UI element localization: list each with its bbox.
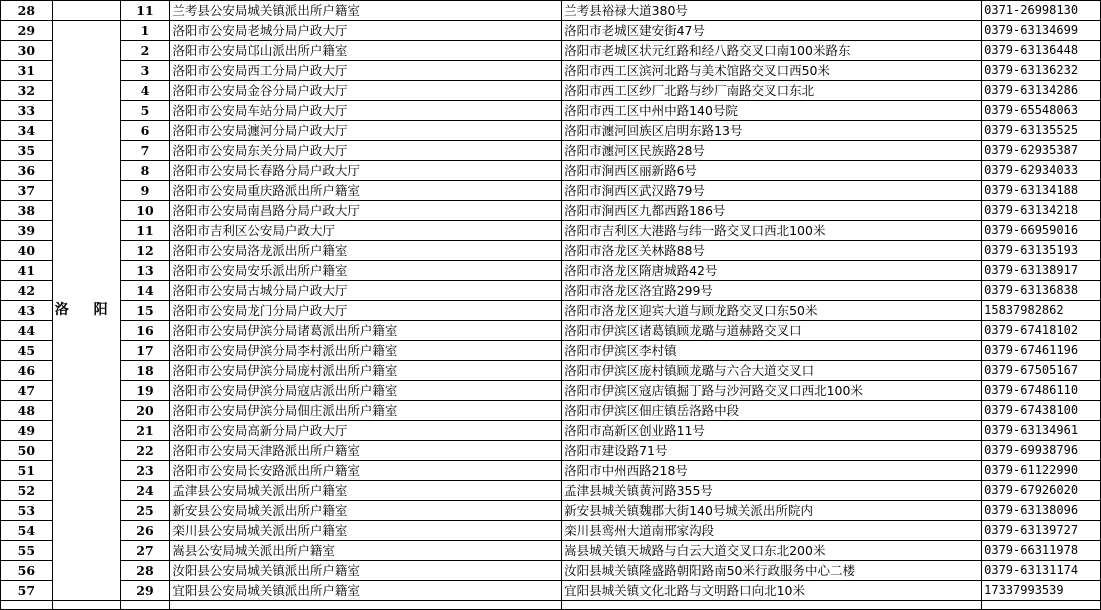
table-row bbox=[1, 581, 1101, 601]
sub-index-cell: 29 bbox=[120, 581, 170, 601]
phone-cell: 0379-66311978 bbox=[982, 541, 1101, 561]
row-index-cell: 48 bbox=[1, 401, 53, 421]
phone-cell: 15837982862 bbox=[982, 301, 1101, 321]
office-name-cell: 洛阳市公安局龙门分局户政大厅 bbox=[170, 301, 562, 321]
address-cell: 洛阳市伊滨区寇店镇掘丁路与沙河路交叉口西北100米 bbox=[562, 381, 982, 401]
sub-index-cell: 8 bbox=[120, 161, 170, 181]
partial-cell bbox=[562, 601, 982, 610]
phone-cell: 0379-63136448 bbox=[982, 41, 1101, 61]
table-row bbox=[1, 161, 1101, 181]
sub-index-cell: 20 bbox=[120, 401, 170, 421]
address-cell: 洛阳市涧西区九都西路186号 bbox=[562, 201, 982, 221]
phone-cell: 0379-67461196 bbox=[982, 341, 1101, 361]
sub-index-cell: 21 bbox=[120, 421, 170, 441]
phone-cell: 0379-67438100 bbox=[982, 401, 1101, 421]
partial-cell bbox=[1, 601, 53, 610]
office-name-cell: 洛阳市公安局金谷分局户政大厅 bbox=[170, 81, 562, 101]
address-cell: 洛阳市老城区建安街47号 bbox=[562, 21, 982, 41]
address-cell: 洛阳市洛龙区迎宾大道与顾龙路交叉口东50米 bbox=[562, 301, 982, 321]
address-cell: 新安县城关镇魏郡大街140号城关派出所院内 bbox=[562, 501, 982, 521]
phone-cell: 0379-67418102 bbox=[982, 321, 1101, 341]
row-index-cell: 56 bbox=[1, 561, 53, 581]
address-cell: 洛阳市洛龙区关林路88号 bbox=[562, 241, 982, 261]
office-name-cell: 洛阳市公安局洛龙派出所户籍室 bbox=[170, 241, 562, 261]
table-row bbox=[1, 181, 1101, 201]
address-cell: 栾川县鸾州大道南邢家沟段 bbox=[562, 521, 982, 541]
city-cell-previous bbox=[52, 1, 120, 21]
address-cell: 汝阳县城关镇隆盛路朝阳路南50米行政服务中心二楼 bbox=[562, 561, 982, 581]
table-body bbox=[1, 1, 1101, 610]
table-row bbox=[1, 521, 1101, 541]
office-name-cell: 洛阳市公安局长春路分局户政大厅 bbox=[170, 161, 562, 181]
office-name-cell: 栾川县公安局城关派出所户籍室 bbox=[170, 521, 562, 541]
address-cell: 洛阳市西工区中州中路140号院 bbox=[562, 101, 982, 121]
sub-index-cell: 3 bbox=[120, 61, 170, 81]
table-row bbox=[1, 421, 1101, 441]
table-row bbox=[1, 101, 1101, 121]
phone-cell: 0379-63136838 bbox=[982, 281, 1101, 301]
sub-index-cell: 17 bbox=[120, 341, 170, 361]
table-row bbox=[1, 321, 1101, 341]
office-name-cell: 洛阳市公安局伊滨分局佃庄派出所户籍室 bbox=[170, 401, 562, 421]
address-cell: 洛阳市洛龙区洛宜路299号 bbox=[562, 281, 982, 301]
office-name-cell: 洛阳市公安局天津路派出所户籍室 bbox=[170, 441, 562, 461]
row-index-cell: 36 bbox=[1, 161, 53, 181]
table-row bbox=[1, 401, 1101, 421]
address-cell: 孟津县城关镇黄河路355号 bbox=[562, 481, 982, 501]
row-index-cell: 28 bbox=[1, 1, 53, 21]
row-index-cell: 51 bbox=[1, 461, 53, 481]
office-name-cell: 洛阳市公安局伊滨分局李村派出所户籍室 bbox=[170, 341, 562, 361]
table-row bbox=[1, 361, 1101, 381]
sub-index-cell: 16 bbox=[120, 321, 170, 341]
row-index-cell: 34 bbox=[1, 121, 53, 141]
phone-cell: 0379-61122990 bbox=[982, 461, 1101, 481]
table-row bbox=[1, 41, 1101, 61]
address-cell: 洛阳市老城区状元红路和经八路交叉口南100米路东 bbox=[562, 41, 982, 61]
table-row bbox=[1, 81, 1101, 101]
sub-index-cell: 6 bbox=[120, 121, 170, 141]
address-cell: 洛阳市高新区创业路11号 bbox=[562, 421, 982, 441]
row-index-cell: 55 bbox=[1, 541, 53, 561]
phone-cell: 17337993539 bbox=[982, 581, 1101, 601]
office-name-cell: 洛阳市吉利区公安局户政大厅 bbox=[170, 221, 562, 241]
office-name-cell: 洛阳市公安局西工分局户政大厅 bbox=[170, 61, 562, 81]
phone-cell: 0379-69938796 bbox=[982, 441, 1101, 461]
sub-index-cell: 14 bbox=[120, 281, 170, 301]
table-row bbox=[1, 301, 1101, 321]
phone-cell: 0379-63135193 bbox=[982, 241, 1101, 261]
row-index-cell: 52 bbox=[1, 481, 53, 501]
row-index-cell: 54 bbox=[1, 521, 53, 541]
table-row bbox=[1, 501, 1101, 521]
address-cell: 洛阳市吉利区大港路与纬一路交叉口西北100米 bbox=[562, 221, 982, 241]
office-name-cell: 洛阳市公安局车站分局户政大厅 bbox=[170, 101, 562, 121]
sub-index-cell: 7 bbox=[120, 141, 170, 161]
address-cell: 洛阳市伊滨区庞村镇顾龙璐与六合大道交叉口 bbox=[562, 361, 982, 381]
table-row bbox=[1, 1, 1101, 21]
phone-cell: 0379-66959016 bbox=[982, 221, 1101, 241]
office-name-cell: 洛阳市公安局南昌路分局户政大厅 bbox=[170, 201, 562, 221]
phone-cell: 0379-63134188 bbox=[982, 181, 1101, 201]
office-name-cell: 洛阳市公安局邙山派出所户籍室 bbox=[170, 41, 562, 61]
office-name-cell: 洛阳市公安局老城分局户政大厅 bbox=[170, 21, 562, 41]
sub-index-cell: 22 bbox=[120, 441, 170, 461]
row-index-cell: 32 bbox=[1, 81, 53, 101]
sub-index-cell: 13 bbox=[120, 261, 170, 281]
office-name-cell: 汝阳县公安局城关镇派出所户籍室 bbox=[170, 561, 562, 581]
row-index-cell: 39 bbox=[1, 221, 53, 241]
phone-cell: 0371-26998130 bbox=[982, 1, 1101, 21]
table-row bbox=[1, 141, 1101, 161]
row-index-cell: 43 bbox=[1, 301, 53, 321]
row-index-cell: 44 bbox=[1, 321, 53, 341]
address-cell: 洛阳市瀍河区民族路28号 bbox=[562, 141, 982, 161]
sub-index-cell: 10 bbox=[120, 201, 170, 221]
phone-cell: 0379-62934033 bbox=[982, 161, 1101, 181]
office-name-cell: 嵩县公安局城关派出所户籍室 bbox=[170, 541, 562, 561]
table-row bbox=[1, 481, 1101, 501]
row-index-cell: 31 bbox=[1, 61, 53, 81]
sub-index-cell: 1 bbox=[120, 21, 170, 41]
address-cell: 嵩县城关镇天城路与白云大道交叉口东北200米 bbox=[562, 541, 982, 561]
row-index-cell: 42 bbox=[1, 281, 53, 301]
row-index-cell: 38 bbox=[1, 201, 53, 221]
address-cell: 洛阳市伊滨区李村镇 bbox=[562, 341, 982, 361]
sub-index-cell: 12 bbox=[120, 241, 170, 261]
table-row bbox=[1, 561, 1101, 581]
address-cell: 宜阳县城关镇文化北路与文明路口向北10米 bbox=[562, 581, 982, 601]
office-name-cell: 洛阳市公安局伊滨分局寇店派出所户籍室 bbox=[170, 381, 562, 401]
partial-cell bbox=[120, 601, 170, 610]
phone-cell: 0379-63136232 bbox=[982, 61, 1101, 81]
sub-index-cell: 2 bbox=[120, 41, 170, 61]
office-name-cell: 洛阳市公安局重庆路派出所户籍室 bbox=[170, 181, 562, 201]
address-cell: 洛阳市建设路71号 bbox=[562, 441, 982, 461]
phone-cell: 0379-63138917 bbox=[982, 261, 1101, 281]
sub-index-cell: 27 bbox=[120, 541, 170, 561]
row-index-cell: 29 bbox=[1, 21, 53, 41]
phone-cell: 0379-62935387 bbox=[982, 141, 1101, 161]
office-name-cell: 洛阳市公安局长安路派出所户籍室 bbox=[170, 461, 562, 481]
office-name-cell: 洛阳市公安局高新分局户政大厅 bbox=[170, 421, 562, 441]
phone-cell: 0379-67926020 bbox=[982, 481, 1101, 501]
table-row bbox=[1, 461, 1101, 481]
sub-index-cell: 26 bbox=[120, 521, 170, 541]
row-index-cell: 41 bbox=[1, 261, 53, 281]
table-row bbox=[1, 21, 1101, 41]
phone-cell: 0379-63135525 bbox=[982, 121, 1101, 141]
sub-index-cell: 19 bbox=[120, 381, 170, 401]
office-name-cell: 洛阳市公安局东关分局户政大厅 bbox=[170, 141, 562, 161]
row-index-cell: 33 bbox=[1, 101, 53, 121]
partial-cell bbox=[52, 601, 120, 610]
phone-cell: 0379-63134286 bbox=[982, 81, 1101, 101]
table-row bbox=[1, 221, 1101, 241]
office-name-cell: 洛阳市公安局伊滨分局庞村派出所户籍室 bbox=[170, 361, 562, 381]
phone-cell: 0379-67505167 bbox=[982, 361, 1101, 381]
partial-cell bbox=[170, 601, 562, 610]
office-name-cell: 洛阳市公安局古城分局户政大厅 bbox=[170, 281, 562, 301]
office-name-cell: 兰考县公安局城关镇派出所户籍室 bbox=[170, 1, 562, 21]
city-cell: 洛 阳 bbox=[52, 21, 120, 601]
address-cell: 洛阳市伊滨区佃庄镇岳洛路中段 bbox=[562, 401, 982, 421]
office-name-cell: 新安县公安局城关派出所户籍室 bbox=[170, 501, 562, 521]
sub-index-cell: 28 bbox=[120, 561, 170, 581]
phone-cell: 0379-65548063 bbox=[982, 101, 1101, 121]
row-index-cell: 50 bbox=[1, 441, 53, 461]
table-row bbox=[1, 341, 1101, 361]
row-index-cell: 49 bbox=[1, 421, 53, 441]
sub-index-cell: 25 bbox=[120, 501, 170, 521]
table-row bbox=[1, 121, 1101, 141]
sub-index-cell: 11 bbox=[120, 221, 170, 241]
address-cell: 洛阳市西工区纱厂北路与纱厂南路交叉口东北 bbox=[562, 81, 982, 101]
table-row bbox=[1, 281, 1101, 301]
row-index-cell: 45 bbox=[1, 341, 53, 361]
address-cell: 兰考县裕禄大道380号 bbox=[562, 1, 982, 21]
row-index-cell: 40 bbox=[1, 241, 53, 261]
office-name-cell: 洛阳市公安局瀍河分局户政大厅 bbox=[170, 121, 562, 141]
address-cell: 洛阳市中州西路218号 bbox=[562, 461, 982, 481]
row-index-cell: 53 bbox=[1, 501, 53, 521]
table-row-partial bbox=[1, 601, 1101, 610]
sub-index-cell: 9 bbox=[120, 181, 170, 201]
phone-cell: 0379-63139727 bbox=[982, 521, 1101, 541]
row-index-cell: 35 bbox=[1, 141, 53, 161]
table-row bbox=[1, 201, 1101, 221]
row-index-cell: 37 bbox=[1, 181, 53, 201]
row-index-cell: 47 bbox=[1, 381, 53, 401]
address-cell: 洛阳市西工区滨河北路与美术馆路交叉口西50米 bbox=[562, 61, 982, 81]
row-index-cell: 57 bbox=[1, 581, 53, 601]
office-name-cell: 洛阳市公安局安乐派出所户籍室 bbox=[170, 261, 562, 281]
address-cell: 洛阳市瀍河回族区启明东路13号 bbox=[562, 121, 982, 141]
table-row bbox=[1, 61, 1101, 81]
phone-cell: 0379-63134218 bbox=[982, 201, 1101, 221]
office-name-cell: 宜阳县公安局城关镇派出所户籍室 bbox=[170, 581, 562, 601]
address-cell: 洛阳市涧西区丽新路6号 bbox=[562, 161, 982, 181]
table-row bbox=[1, 441, 1101, 461]
table-row bbox=[1, 381, 1101, 401]
table-row bbox=[1, 241, 1101, 261]
table-row bbox=[1, 541, 1101, 561]
address-cell: 洛阳市伊滨区诸葛镇顾龙璐与道赫路交叉口 bbox=[562, 321, 982, 341]
sub-index-cell: 18 bbox=[120, 361, 170, 381]
address-cell: 洛阳市洛龙区隋唐城路42号 bbox=[562, 261, 982, 281]
office-name-cell: 孟津县公安局城关派出所户籍室 bbox=[170, 481, 562, 501]
row-index-cell: 46 bbox=[1, 361, 53, 381]
sub-index-cell: 24 bbox=[120, 481, 170, 501]
phone-cell: 0379-63134961 bbox=[982, 421, 1101, 441]
phone-cell: 0379-63138096 bbox=[982, 501, 1101, 521]
table-row bbox=[1, 261, 1101, 281]
sub-index-cell: 5 bbox=[120, 101, 170, 121]
office-name-cell: 洛阳市公安局伊滨分局诸葛派出所户籍室 bbox=[170, 321, 562, 341]
sub-index-cell: 4 bbox=[120, 81, 170, 101]
partial-cell bbox=[982, 601, 1101, 610]
address-cell: 洛阳市涧西区武汉路79号 bbox=[562, 181, 982, 201]
phone-cell: 0379-63134699 bbox=[982, 21, 1101, 41]
sub-index-cell: 23 bbox=[120, 461, 170, 481]
row-index-cell: 30 bbox=[1, 41, 53, 61]
phone-cell: 0379-67486110 bbox=[982, 381, 1101, 401]
sub-index-cell: 11 bbox=[120, 1, 170, 21]
sub-index-cell: 15 bbox=[120, 301, 170, 321]
phone-cell: 0379-63131174 bbox=[982, 561, 1101, 581]
